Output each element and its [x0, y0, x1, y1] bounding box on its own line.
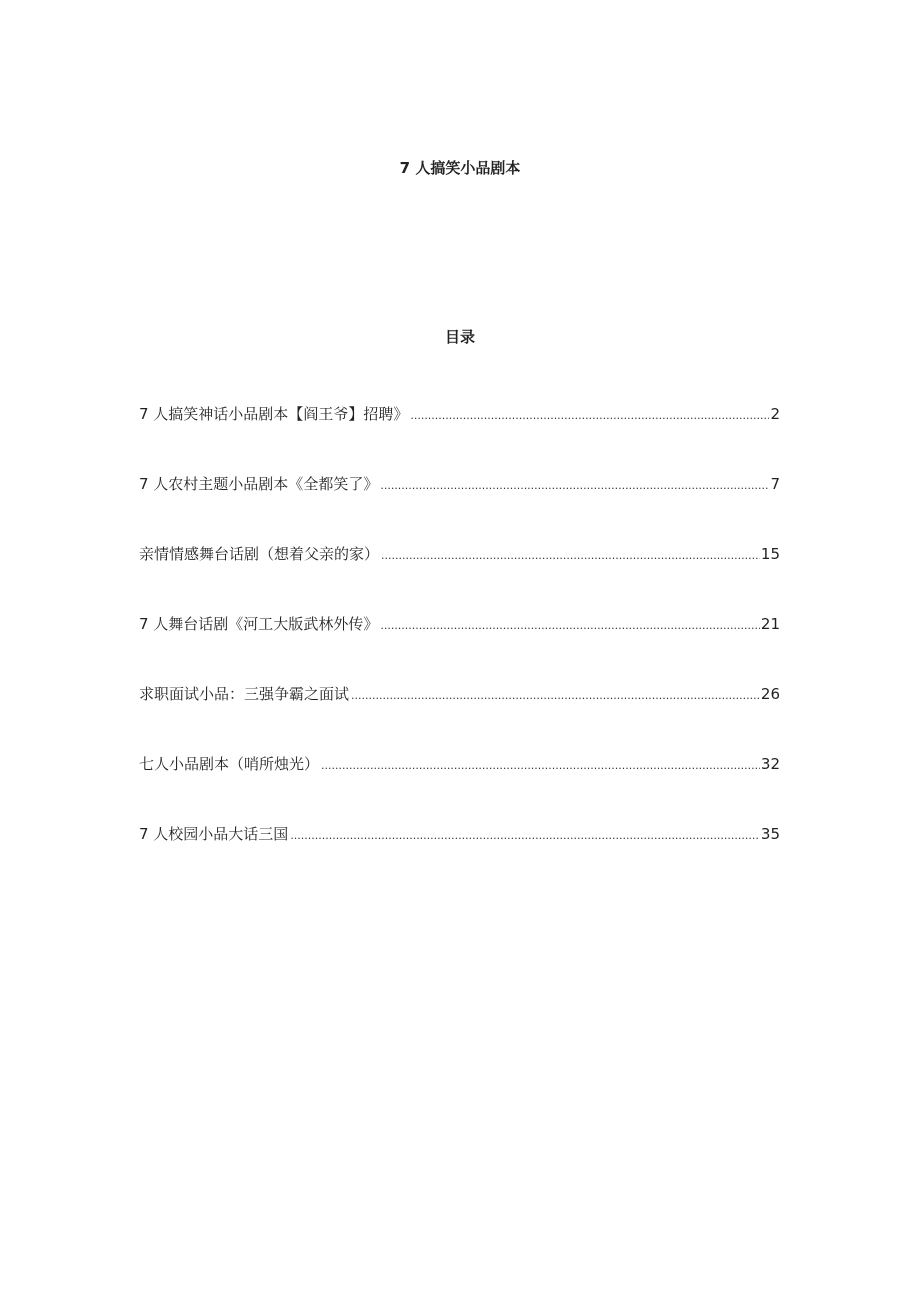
- toc-entry-title: 7 人校园小品大话三国: [139, 825, 289, 843]
- toc-entry-title: 7 人舞台话剧《河工大版武林外传》: [139, 615, 379, 633]
- toc-entry[interactable]: [139, 752, 780, 822]
- toc-entry-title: 求职面试小品：三强争霸之面试: [139, 685, 350, 703]
- toc-entry[interactable]: [139, 612, 780, 682]
- toc-entry-title: 七人小品剧本（哨所烛光）: [139, 755, 320, 773]
- toc-entry[interactable]: [139, 542, 780, 612]
- toc-entry-title: 7 人农村主题小品剧本《全都笑了》: [139, 475, 379, 493]
- toc-entry-title: 7 人搞笑神话小品剧本【阎王爷】招聘》: [139, 405, 409, 423]
- toc-entry[interactable]: [139, 402, 780, 472]
- toc-entry[interactable]: [139, 682, 780, 752]
- toc-dot-leader: [290, 824, 760, 848]
- toc-page-number: 15: [760, 545, 780, 563]
- toc-heading: 目录: [444, 328, 475, 346]
- toc-page-number: 2: [770, 405, 780, 423]
- toc-entry[interactable]: [139, 822, 780, 892]
- toc-dot-leader: [351, 684, 760, 708]
- toc-page-number: 7: [770, 475, 780, 493]
- toc-dot-leader: [321, 754, 760, 778]
- toc-page-number: 21: [760, 615, 780, 633]
- toc-entry-title: 亲情情感舞台话剧（想着父亲的家）: [139, 545, 380, 563]
- toc-entry[interactable]: [139, 472, 780, 542]
- document-title: 7 人搞笑小品剧本: [399, 159, 521, 177]
- toc-dot-leader: [380, 614, 760, 638]
- toc-page-number: 35: [760, 825, 780, 843]
- toc-dot-leader: [381, 544, 760, 568]
- table-of-contents: [139, 402, 780, 892]
- toc-dot-leader: [380, 474, 769, 498]
- toc-page-number: 26: [760, 685, 780, 703]
- toc-dot-leader: [410, 404, 769, 428]
- toc-page-number: 32: [760, 755, 780, 773]
